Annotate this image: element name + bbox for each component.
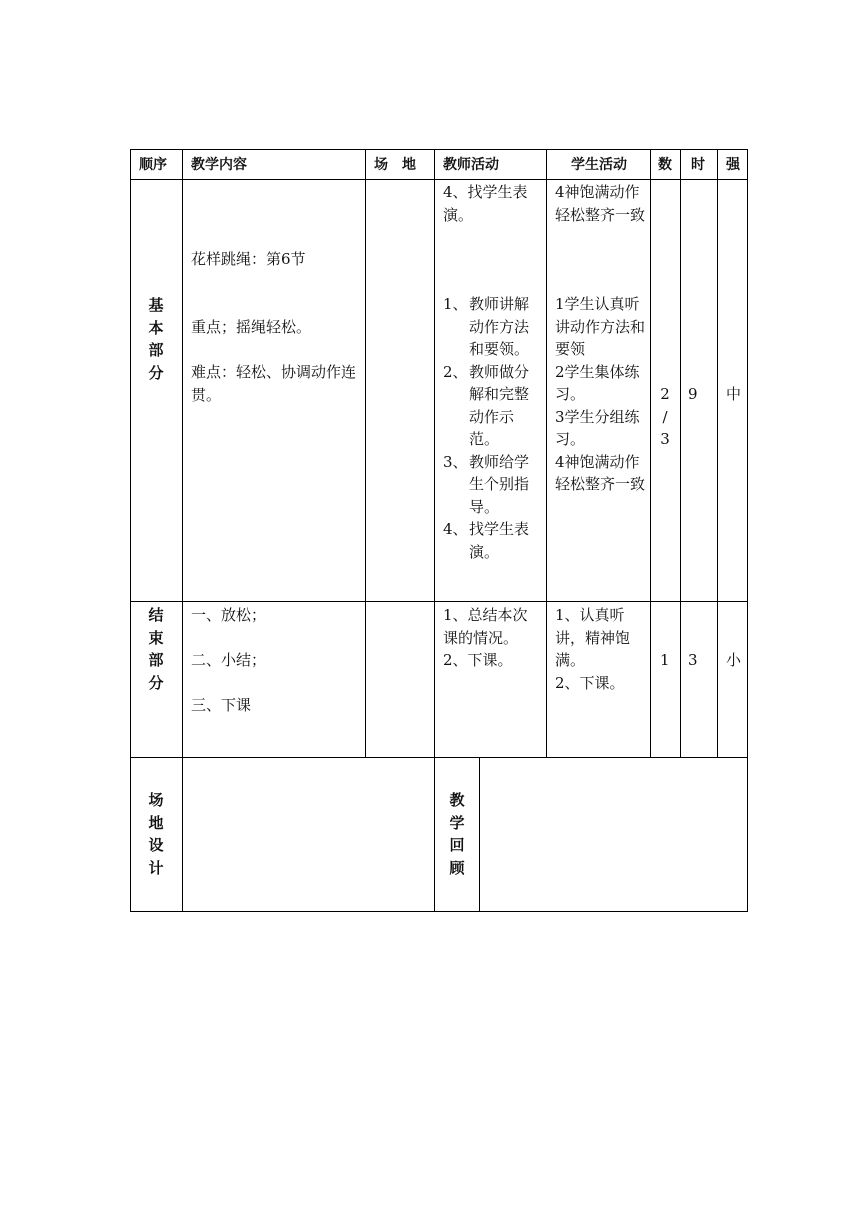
header-intensity: 强 (726, 157, 740, 173)
header-time: 时 (691, 157, 705, 173)
ending-content-2: 二、小结； (191, 651, 267, 669)
header-student-activity: 学生活动 (571, 157, 627, 173)
ending-count: 1 (660, 651, 670, 669)
list-item: 2、 教师做分解和完整动作示范。 (443, 362, 530, 448)
list-item: 4、 找学生表演。 (443, 520, 530, 561)
section-label-basic: 基 本 部 分 (148, 296, 164, 382)
basic-difficulty: 难点：轻松、协调动作连贯。 (191, 363, 357, 404)
basic-time: 9 (688, 385, 698, 403)
basic-teacher-activity-list (443, 293, 541, 563)
header-teacher-activity: 教师活动 (443, 157, 499, 173)
ending-content-1: 一、放松； (191, 606, 267, 624)
teaching-review-label: 教 学 回 顾 (449, 791, 465, 877)
list-item: 2学生集体练习。 (555, 362, 640, 403)
ending-student-activity (555, 604, 645, 694)
section-label-ending: 结 束 部 分 (148, 606, 164, 692)
header-venue: 场 地 (374, 157, 416, 173)
list-item: 2、下课。 (555, 673, 625, 692)
ending-intensity: 小 (726, 651, 742, 669)
ending-teacher-activity (443, 604, 541, 672)
list-item: 2、下课。 (443, 651, 513, 669)
header-content: 教学内容 (191, 157, 247, 173)
venue-design-label: 场 地 设 计 (148, 791, 164, 877)
basic-count: 2 / 3 (660, 385, 670, 448)
ending-time: 3 (688, 651, 698, 669)
list-item: 1、 教师讲解动作方法和要领。 (443, 295, 530, 358)
list-item: 3学生分组练习。 (555, 407, 640, 448)
ending-content-3: 三、下课 (191, 696, 252, 714)
basic-topic: 花样跳绳：第6节 (191, 250, 306, 268)
basic-intensity: 中 (726, 385, 742, 403)
header-count: 数 (658, 157, 672, 173)
header-order: 顺序 (139, 157, 167, 173)
list-item: 1、总结本次课的情况。 (443, 606, 528, 647)
list-item: 4神饱满动作轻松整齐一致 (555, 452, 646, 493)
list-item: 3、 教师给学生个别指导。 (443, 452, 530, 516)
basic-student-activity-list (555, 293, 645, 496)
basic-teacher-top: 4、找学生表演。 (443, 183, 528, 224)
list-item: 1学生认真听讲动作方法和要领 (555, 295, 646, 358)
list-item: 1、认真听讲，精神饱满。 (555, 606, 631, 669)
basic-key-point: 重点；摇绳轻松。 (191, 318, 312, 336)
basic-student-top: 4神饱满动作轻松整齐一致 (555, 183, 646, 224)
